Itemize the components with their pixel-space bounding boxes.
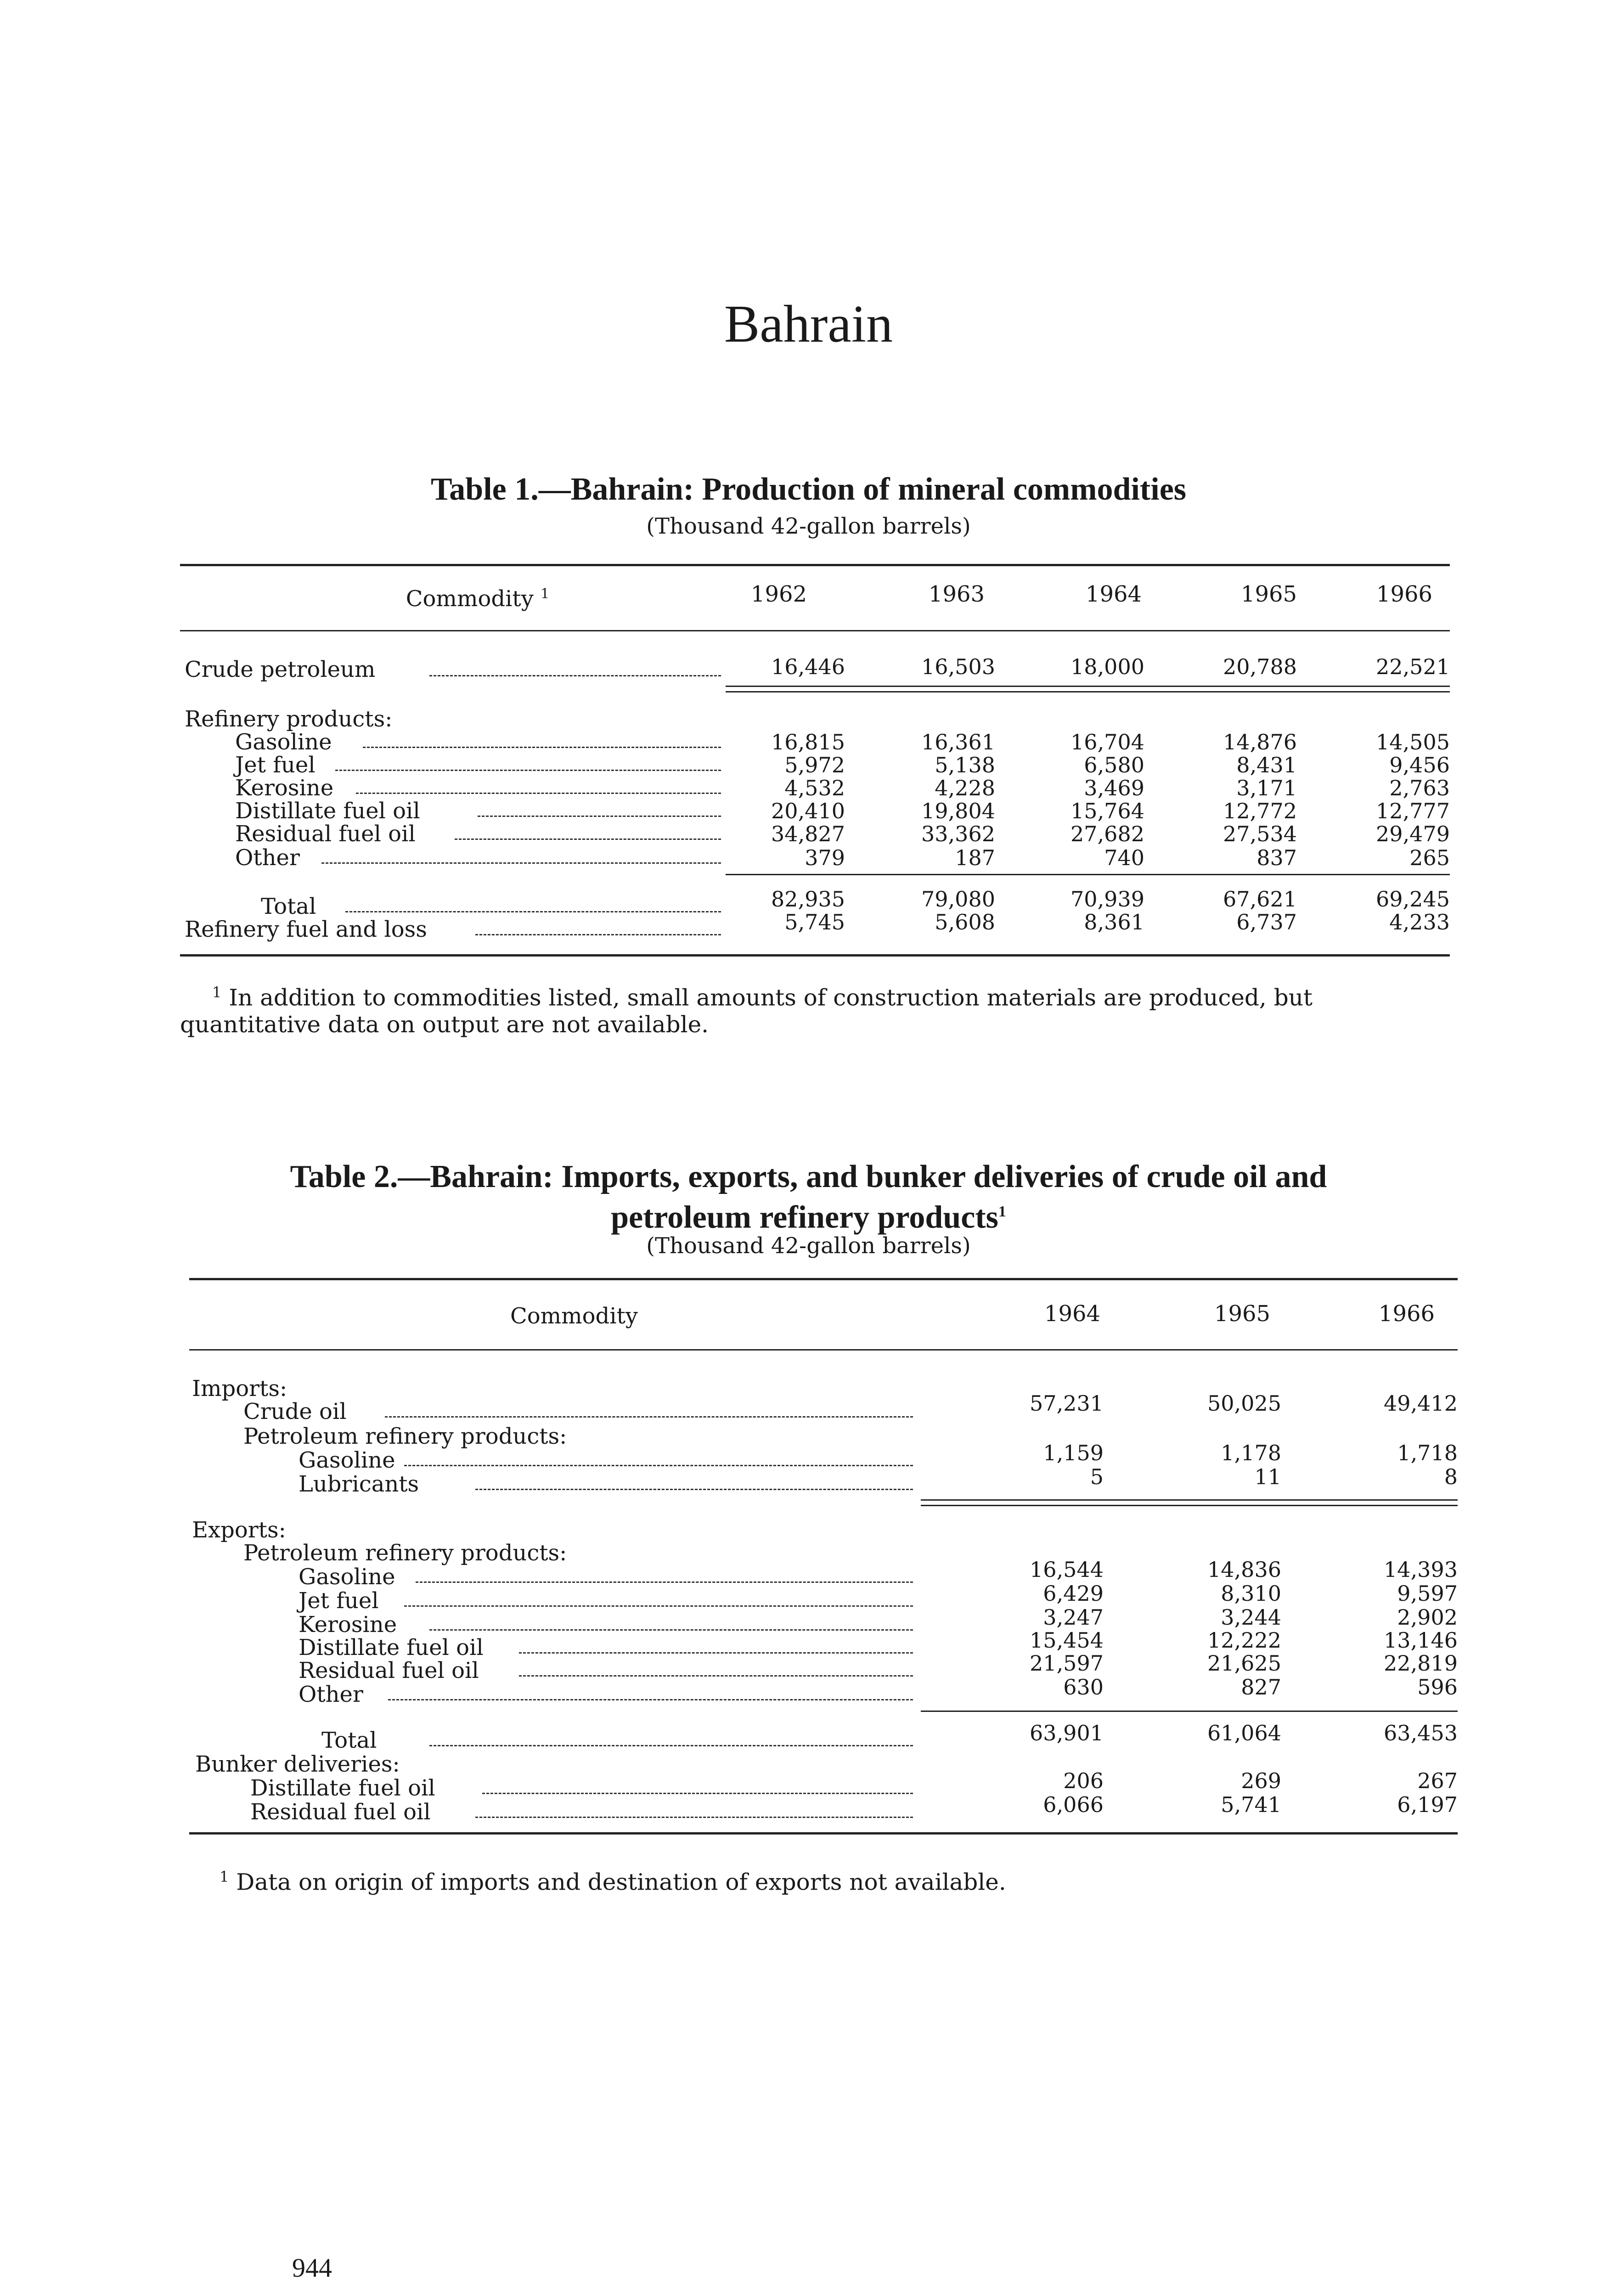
leader [475, 934, 721, 935]
table2-cell: 49,412 [1384, 1391, 1458, 1416]
table2-header-rule [189, 1349, 1458, 1351]
table2-total-cell: 63,453 [1384, 1721, 1458, 1745]
table1-cell: 19,804 [921, 799, 995, 823]
table1-header-1965: 1965 [1240, 581, 1297, 607]
leader [429, 1629, 913, 1631]
table1-cell: 15,764 [1070, 799, 1144, 823]
table1-cell: 33,362 [921, 822, 995, 846]
leader [429, 1745, 913, 1746]
table1-cell: 16,704 [1070, 730, 1144, 754]
table2-bottom-rule [189, 1832, 1458, 1835]
table2-cell: 5,741 [1221, 1792, 1281, 1817]
table2-cell: 827 [1241, 1675, 1281, 1699]
table1-crude-1962: 16,446 [771, 654, 845, 679]
leader [335, 770, 721, 771]
leader [475, 1817, 913, 1818]
table1-fuel-loss-label: Refinery fuel and loss [185, 917, 427, 942]
table2-cell: 267 [1417, 1768, 1458, 1793]
table1-row-label: Gasoline [235, 729, 332, 755]
table2-total-cell: 61,064 [1207, 1721, 1281, 1745]
table2-cell: 50,025 [1207, 1391, 1281, 1416]
table2-cell: 6,429 [1043, 1581, 1104, 1606]
table2-cell: 3,247 [1043, 1605, 1104, 1630]
table1-cell: 379 [805, 845, 845, 870]
table2-cell: 15,454 [1030, 1628, 1104, 1653]
table2-row-label: Other [299, 1682, 363, 1707]
table2-cell: 9,597 [1397, 1581, 1458, 1606]
table1-fuel-loss-cell: 5,608 [935, 910, 995, 934]
table1-total-cell: 69,245 [1376, 887, 1450, 912]
table1-cell: 5,972 [784, 753, 845, 777]
table2-cell: 14,836 [1207, 1557, 1281, 1582]
table2-cell: 14,393 [1384, 1557, 1458, 1582]
table1-crude-1966: 22,521 [1376, 654, 1450, 679]
table2-row-label: Kerosine [299, 1612, 397, 1638]
table1-fuel-loss-cell: 6,737 [1236, 910, 1297, 934]
table1-header-1966: 1966 [1376, 581, 1433, 607]
leader [455, 838, 721, 840]
table1-total-cell: 82,935 [771, 887, 845, 912]
table1-cell: 740 [1104, 845, 1144, 870]
table1-fuel-loss-cell: 5,745 [784, 910, 845, 934]
table1-header-commodity: Commodity $^1$ [406, 586, 550, 612]
table1-footnote: $^1$ In addition to commodities listed, small amounts of construction materials are produced, but quantitative data on output are not available. [180, 984, 1313, 1038]
table1-total-cell: 70,939 [1070, 887, 1144, 912]
table2-cell: 6,066 [1043, 1792, 1104, 1817]
leader [356, 793, 721, 794]
table2-cell: 57,231 [1030, 1391, 1104, 1416]
page-number: 944 [292, 2253, 332, 2283]
table1-cell: 14,505 [1376, 730, 1450, 754]
table2-header-1966: 1966 [1378, 1301, 1435, 1327]
table2-cell: 21,625 [1207, 1651, 1281, 1676]
leader [363, 747, 721, 748]
table1-cell: 9,456 [1389, 753, 1450, 777]
table1-header-1963: 1963 [928, 581, 985, 607]
table1-double-rule-a [726, 686, 1450, 687]
leader [519, 1675, 913, 1677]
table2-row-label: Residual fuel oil [250, 1799, 431, 1825]
table1-row-label: Other [235, 845, 300, 871]
leader [475, 1489, 913, 1490]
table1-row-label: Kerosine [235, 775, 334, 801]
table1-double-rule-b [726, 691, 1450, 692]
table2-cell: 630 [1063, 1675, 1104, 1699]
table1-cell: 4,228 [935, 776, 995, 800]
table2-exports-label: Exports: [192, 1517, 286, 1543]
table1-cell: 8,431 [1236, 753, 1297, 777]
table2-cell: 269 [1241, 1768, 1281, 1793]
table1-cell: 14,876 [1223, 730, 1297, 754]
leader [388, 1699, 913, 1700]
table2-imports-crude-label: Crude oil [243, 1399, 347, 1424]
table2-cell: 16,544 [1030, 1557, 1104, 1582]
table1-caption: Table 1.—Bahrain: Production of mineral commodities [431, 472, 1186, 507]
leader [404, 1605, 913, 1607]
leader [404, 1465, 913, 1466]
table1-units: (Thousand 42-gallon barrels) [646, 513, 971, 539]
leader [416, 1581, 913, 1583]
table1-cell: 34,827 [771, 822, 845, 846]
table2-cell: 3,244 [1221, 1605, 1281, 1630]
table1-cell: 29,479 [1376, 822, 1450, 846]
table2-row-label: Distillate fuel oil [299, 1635, 484, 1660]
table1-row-label: Distillate fuel oil [235, 798, 420, 824]
table2-cell: 8,310 [1221, 1581, 1281, 1606]
table1-cell: 837 [1256, 845, 1297, 870]
table2-cell: 596 [1417, 1675, 1458, 1699]
page-title: Bahrain [724, 295, 893, 354]
table2-imports-sub-label: Petroleum refinery products: [243, 1424, 567, 1449]
table2-row-label: Gasoline [299, 1447, 395, 1473]
table2-cell: 1,178 [1221, 1441, 1281, 1465]
table1-header-rule [180, 630, 1450, 631]
table1-cell: 12,772 [1223, 799, 1297, 823]
table2-cell: 12,222 [1207, 1628, 1281, 1653]
table2-cell: 206 [1063, 1768, 1104, 1793]
table2-header-1965: 1965 [1214, 1301, 1271, 1327]
table2-imports-label: Imports: [192, 1376, 287, 1401]
table1-fuel-loss-cell: 8,361 [1084, 910, 1144, 934]
table1-cell: 187 [955, 845, 995, 870]
table2-row-label: Distillate fuel oil [250, 1775, 435, 1801]
table1-crude-1964: 18,000 [1070, 654, 1144, 679]
table2-caption-line2: petroleum refinery products$^1$ [611, 1199, 1006, 1235]
table2-cell: 11 [1254, 1464, 1281, 1489]
table2-header-1964: 1964 [1044, 1301, 1101, 1327]
table2-footnote: $^1$ Data on origin of imports and destination of exports not available. [220, 1868, 1006, 1896]
table1-row-label: Residual fuel oil [235, 821, 416, 847]
table1-cell: 265 [1409, 845, 1450, 870]
table1-bottom-rule [180, 954, 1450, 957]
table1-total-cell: 79,080 [921, 887, 995, 912]
table1-cell: 6,580 [1084, 753, 1144, 777]
table2-cell: 1,159 [1043, 1441, 1104, 1465]
table1-crude-label: Crude petroleum [185, 657, 376, 682]
table2-header-commodity: Commodity [510, 1303, 638, 1329]
table2-double-rule-a [921, 1499, 1458, 1501]
table2-exports-total-label: Total [321, 1728, 377, 1753]
table1-top-rule [180, 564, 1450, 566]
table2-cell: 1,718 [1397, 1441, 1458, 1465]
table1-row-label: Jet fuel [235, 752, 316, 778]
table1-cell: 12,777 [1376, 799, 1450, 823]
leader [429, 675, 721, 676]
table1-total-cell: 67,621 [1223, 887, 1297, 912]
table1-cell: 2,763 [1389, 776, 1450, 800]
table2-cell: 2,902 [1397, 1605, 1458, 1630]
table2-caption-line1: Table 2.—Bahrain: Imports, exports, and bunker deliveries of crude oil and [290, 1159, 1327, 1194]
table1-cell: 3,469 [1084, 776, 1144, 800]
leader [321, 862, 721, 864]
table1-total-label: Total [261, 894, 316, 919]
table2-row-label: Residual fuel oil [299, 1658, 479, 1683]
table1-cell: 16,815 [771, 730, 845, 754]
table2-exports-sub-label: Petroleum refinery products: [243, 1540, 567, 1566]
table1-crude-1963: 16,503 [921, 654, 995, 679]
leader [345, 911, 721, 912]
table2-units: (Thousand 42-gallon barrels) [646, 1233, 971, 1259]
table1-cell: 4,532 [784, 776, 845, 800]
table1-cell: 5,138 [935, 753, 995, 777]
table2-total-cell: 63,901 [1030, 1721, 1104, 1745]
table2-cell: 22,819 [1384, 1651, 1458, 1676]
table2-subtotal-rule [921, 1711, 1458, 1712]
table2-cell: 8 [1444, 1464, 1458, 1489]
table1-header-1962: 1962 [750, 581, 807, 607]
leader [482, 1793, 913, 1794]
table2-top-rule [189, 1278, 1458, 1280]
table1-header-1964: 1964 [1085, 581, 1142, 607]
table2-cell: 6,197 [1397, 1792, 1458, 1817]
table2-bunker-label: Bunker deliveries: [195, 1751, 400, 1777]
table2-row-label: Gasoline [299, 1564, 395, 1590]
table1-cell: 3,171 [1236, 776, 1297, 800]
table2-cell: 5 [1090, 1464, 1104, 1489]
table1-cell: 27,534 [1223, 822, 1297, 846]
leader [385, 1416, 913, 1418]
table2-row-label: Jet fuel [299, 1588, 379, 1614]
table1-subtotal-rule [726, 874, 1450, 875]
table1-cell: 20,410 [771, 799, 845, 823]
leader [478, 816, 721, 817]
table2-row-label: Lubricants [299, 1471, 419, 1497]
table1-fuel-loss-cell: 4,233 [1389, 910, 1450, 934]
leader [519, 1652, 913, 1654]
table1-cell: 27,682 [1070, 822, 1144, 846]
table1-cell: 16,361 [921, 730, 995, 754]
table2-cell: 21,597 [1030, 1651, 1104, 1676]
table2-cell: 13,146 [1384, 1628, 1458, 1653]
table1-crude-1965: 20,788 [1223, 654, 1297, 679]
table1-section-label: Refinery products: [185, 706, 393, 732]
table2-double-rule-b [921, 1505, 1458, 1506]
